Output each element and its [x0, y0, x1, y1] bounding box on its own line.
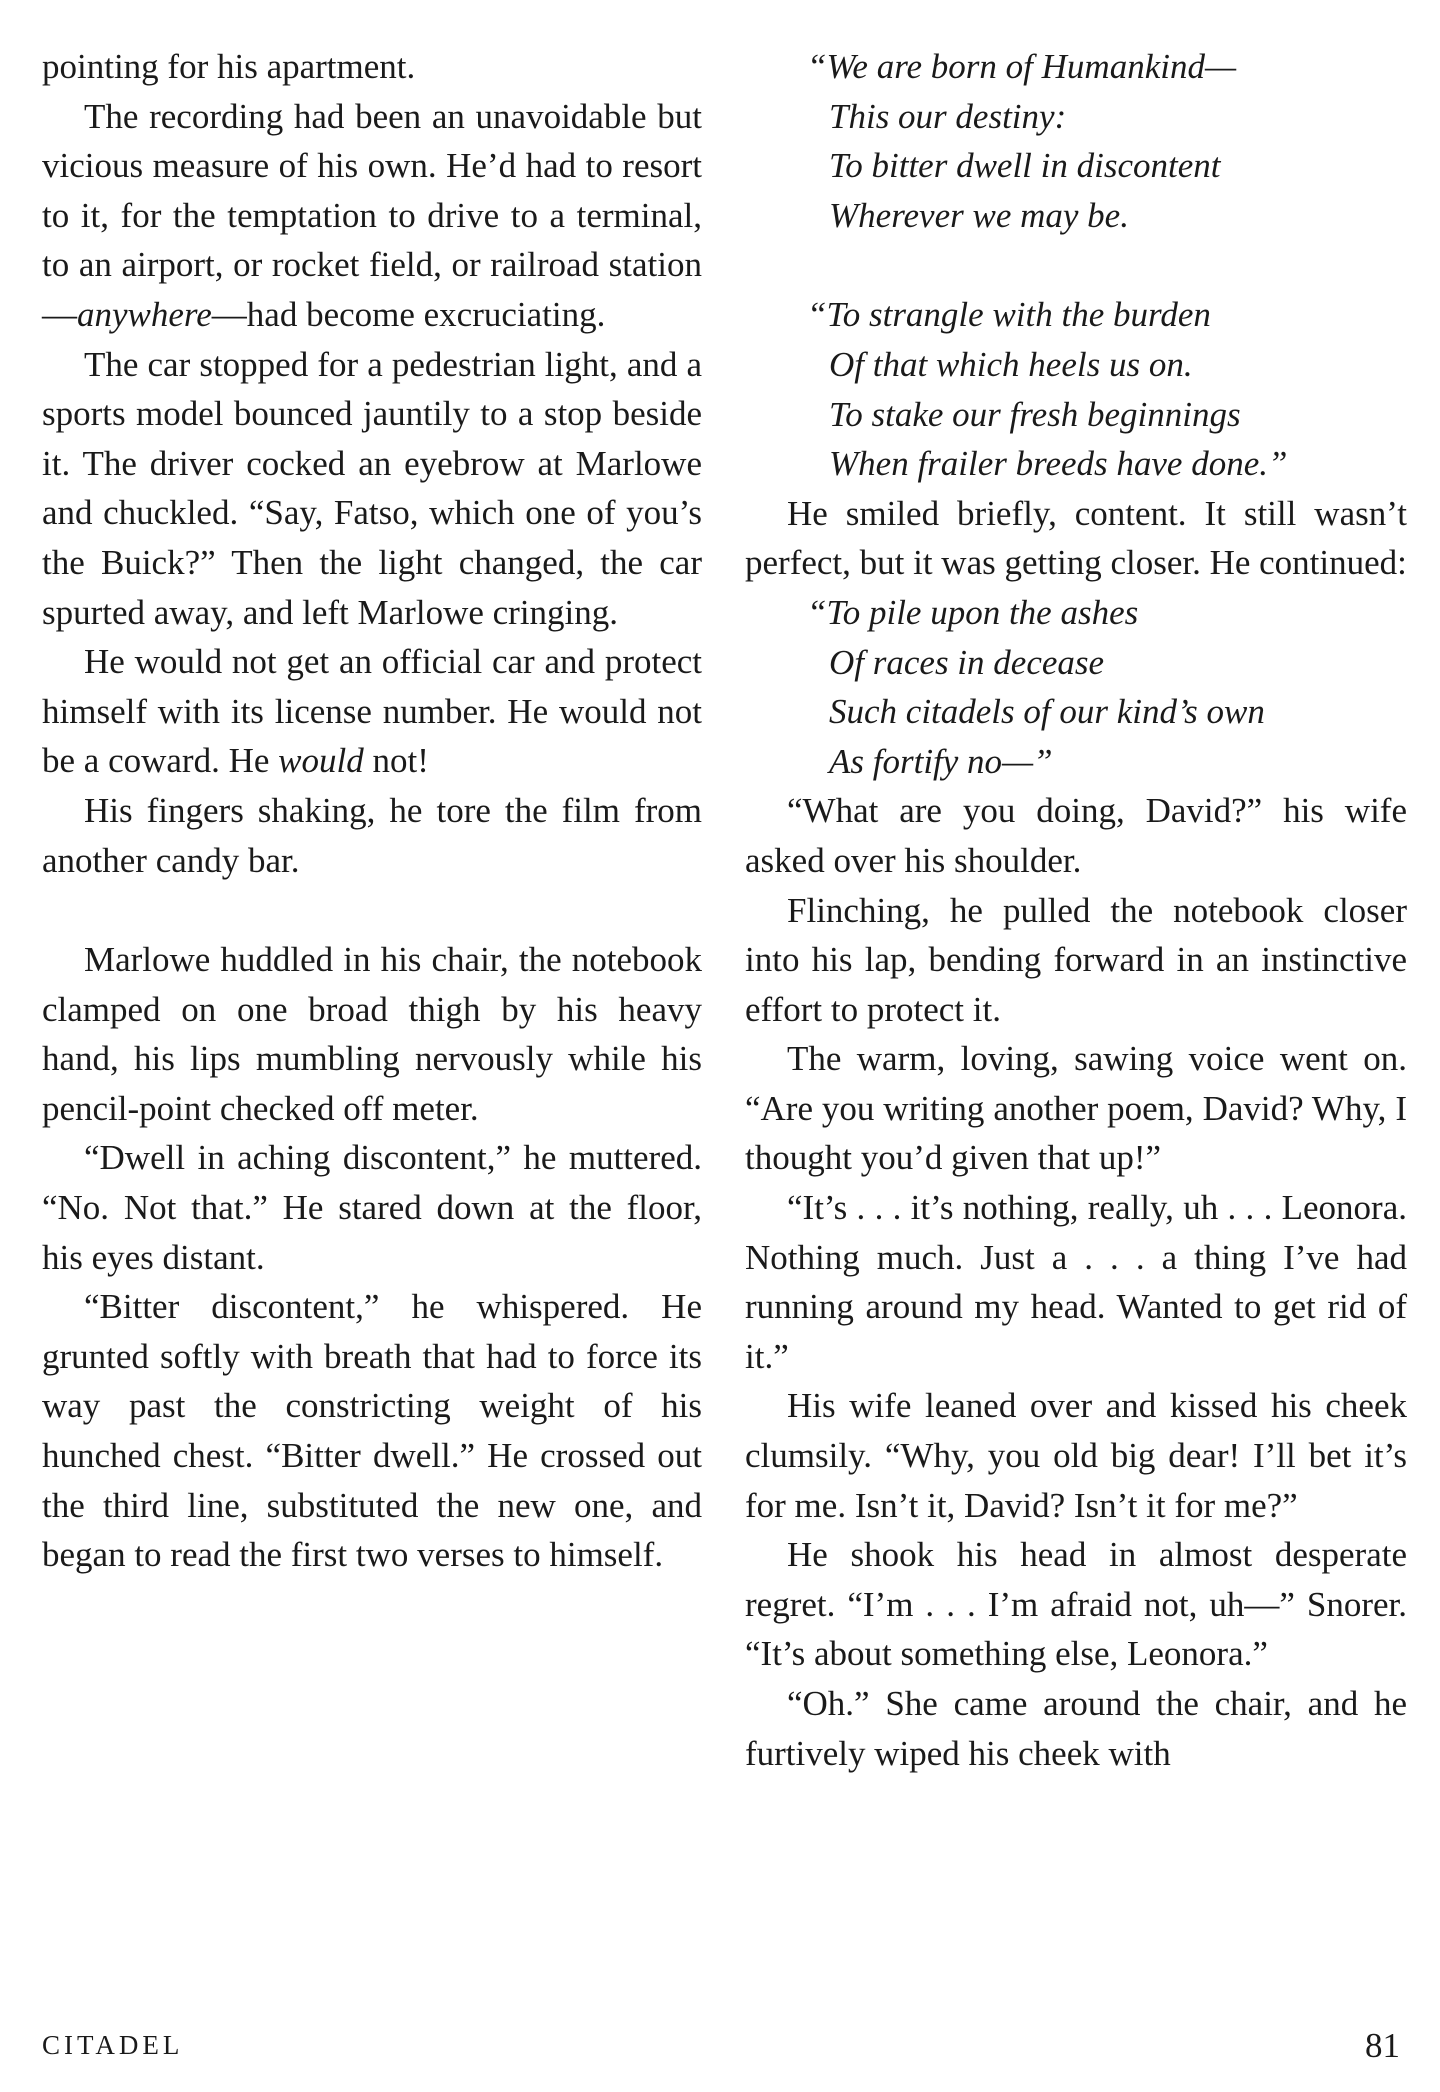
paragraph: The recording had been an unavoidable but vicious measure of his own. He’d had to resort to it, for the temptation to drive to a terminal, to an airport, or rocket field, or railroad station—anywhere—had become excruciating.	[42, 96, 702, 334]
paragraph: He smiled briefly, content. It still wasn’t perfect, but it was getting closer. He continued:	[745, 493, 1407, 583]
poem-line: Of races in decease	[829, 642, 1105, 682]
poem-line: “To pile upon the ashes	[807, 592, 1139, 632]
poem-verse-1	[745, 42, 1407, 240]
paragraph: “Oh.” She came around the chair, and he furtively wiped his cheek with	[745, 1684, 1407, 1773]
right-column	[745, 42, 1407, 1778]
poem-line: To stake our fresh beginnings	[829, 394, 1241, 434]
paragraph: “Bitter discontent,” he whispered. He grunted softly with breath that had to force its way past the constricting weight of his hunched chest. “Bitter dwell.” He crossed out the third line, substituted the new one, and began to read the first two verses to himself.	[42, 1287, 702, 1575]
paragraph: “What are you doing, David?” his wife asked over his shoulder.	[745, 791, 1407, 880]
paragraph: His wife leaned over and kissed his cheek clumsily. “Why, you old big dear! I’ll bet it’s for me. Isn’t it, David? Isn’t it for me?”	[745, 1386, 1407, 1525]
poem-line: “We are born of Humankind—	[807, 47, 1237, 86]
page-number: 81	[1365, 2026, 1400, 2065]
emphasis: anywhere	[77, 294, 212, 334]
paragraph: “Dwell in aching discontent,” he muttered. “No. Not that.” He stared down at the floor, his eyes distant.	[42, 1138, 702, 1277]
left-column	[42, 42, 702, 1580]
paragraph: The warm, loving, sawing voice went on. “Are you writing another poem, David? Why, I thought you’d given that up!”	[745, 1039, 1407, 1178]
poem-line: As fortify no—”	[829, 741, 1053, 781]
poem-verse-3	[745, 588, 1407, 786]
page-footer	[0, 2026, 1440, 2070]
poem-line: When frailer breeds have done.”	[829, 444, 1288, 484]
paragraph: “It’s . . . it’s nothing, really, uh . . . Leonora. Nothing much. Just a . . . a thing I’ve had running around my head. Wanted to get rid of it.”	[745, 1188, 1407, 1376]
poem-line: “To strangle with the burden	[807, 295, 1211, 335]
poem-line: Of that which heels us on.	[829, 344, 1193, 384]
paragraph: Flinching, he pulled the notebook closer into his lap, bending forward in an instinctive effort to protect it.	[745, 890, 1407, 1029]
emphasis: would	[278, 741, 364, 781]
paragraph: pointing for his apartment.	[42, 47, 416, 86]
poem-line: This our destiny:	[829, 96, 1067, 136]
paragraph: He would not get an official car and protect himself with its license number. He would not be a coward. He would not!	[42, 642, 702, 781]
verse-break	[745, 240, 1407, 290]
poem-verse-2	[745, 290, 1407, 488]
section-break	[42, 885, 702, 935]
running-title: CITADEL	[42, 2030, 184, 2060]
paragraph: His fingers shaking, he tore the film from another candy bar.	[42, 790, 702, 880]
paragraph: The car stopped for a pedestrian light, and a sports model bounced jauntily to a stop beside it. The driver cocked an eyebrow at Marlowe and chuckled. “Say, Fatso, which one of you’s the Buick?” Then the light changed, the car spurted away, and left Marlowe cringing.	[42, 344, 702, 632]
poem-line: Wherever we may be.	[829, 195, 1129, 235]
paragraph: Marlowe huddled in his chair, the notebook clamped on one broad thigh by his heavy hand, his lips mumbling nervously while his pencil-point checked off meter.	[42, 940, 702, 1128]
paragraph: He shook his head in almost desperate regret. “I’m . . . I’m afraid not, uh—” Snorer. “It’s about something else, Leonora.”	[745, 1535, 1407, 1674]
poem-line: Such citadels of our kind’s own	[829, 692, 1265, 732]
poem-line: To bitter dwell in discontent	[829, 146, 1221, 186]
